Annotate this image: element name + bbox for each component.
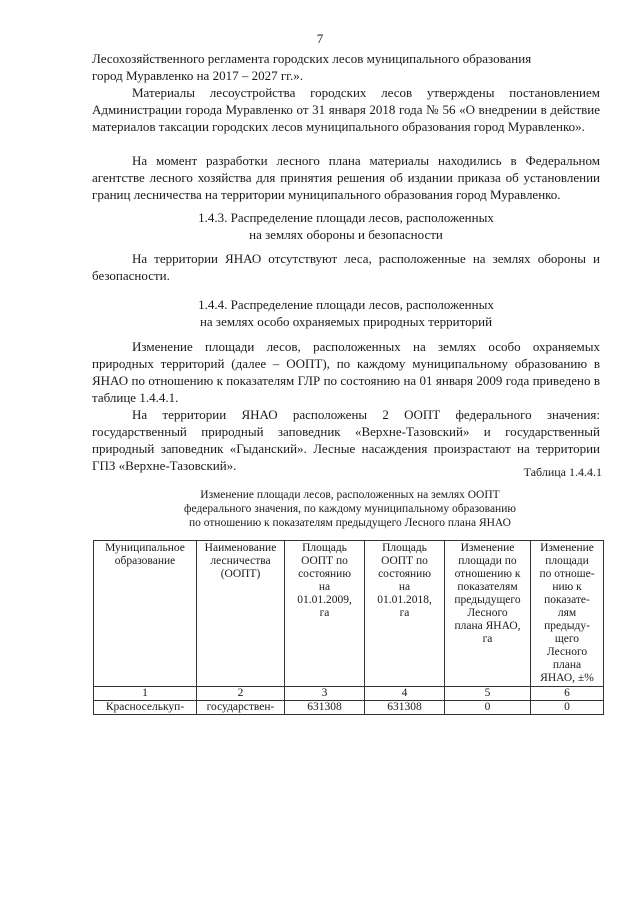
change-text: Изменение площади лесов, расположенных на землях особо охраняемых природных территорий (далее – ООПТ), по каждому муниципальному образованию в ЯНАО по отношению к показателям ГЛР по состоянию на 01 января 2009 года приведено в таблице 1.4.4.1. <box>92 339 600 405</box>
column-header-area-2009: Площадь ООПТ по состоянию на 01.01.2009, га <box>285 541 365 687</box>
change-paragraph <box>92 338 600 406</box>
page-number: 7 <box>316 31 324 46</box>
territory-text: На территории ЯНАО расположены 2 ООПТ федерального значения: государственный природный заповедник «Верхне-Тазовский» и государственный природный заповедник «Гыданский». Лесные насаждения произрастают на территории ГПЗ «Верхне-Тазовский». <box>92 407 600 473</box>
column-header-change-ha: Изменение площади по отношению к показателям предыдущего Лесного плана ЯНАО, га <box>445 541 531 687</box>
section-heading-1-4-3-line-1: 1.4.3. Распределение площади лесов, расположенных <box>198 210 494 225</box>
table-cell-area-2009: 631308 <box>285 701 365 715</box>
column-number: 1 <box>94 687 197 701</box>
column-header-area-2018: Площадь ООПТ по состоянию на 01.01.2018, га <box>365 541 445 687</box>
table-cell-change-percent: 0 <box>531 701 604 715</box>
table-cell-forestry-name: государствен- <box>197 701 285 715</box>
column-number: 2 <box>197 687 285 701</box>
column-number: 5 <box>445 687 531 701</box>
column-header-municipality: Муниципальное образование <box>94 541 197 687</box>
table-cell-change-ha: 0 <box>445 701 531 715</box>
column-numbers-row <box>94 687 604 701</box>
section-heading-1-4-4 <box>92 296 600 330</box>
moment-text: На момент разработки лесного плана материалы находились в Федеральном агентстве лесного хозяйства для принятия решения об издании приказа об установлении границ лесничества на территории муниципального образования город Муравленко. <box>92 153 600 202</box>
materials-text: Материалы лесоустройства городских лесов утверждены постановлением Администрации города Муравленко от 31 января 2018 года № 56 «О внедрении в действие материалов таксации городских лесов муниципального образования город Муравленко». <box>92 85 600 134</box>
column-number: 3 <box>285 687 365 701</box>
column-header-change-percent: Изменение площади по отноше- нию к показате- лям предыду- щего Лесного плана ЯНАО, ±% <box>531 541 604 687</box>
table-caption-line-3: по отношению к показателям предыдущего Лесного плана ЯНАО <box>189 517 511 529</box>
table-cell-area-2018: 631308 <box>365 701 445 715</box>
table-caption-line-2: федерального значения, по каждому муниципальному образованию <box>184 503 516 515</box>
column-header-forestry-name: Наименование лесничества (ООПТ) <box>197 541 285 687</box>
section-heading-1-4-3-line-2: на землях обороны и безопасности <box>249 227 443 242</box>
section-heading-1-4-4-line-2: на землях особо охраняемых природных территорий <box>199 314 493 329</box>
top-paragraph-line-2: город Муравленко на 2017 – 2027 гг.». <box>92 68 304 83</box>
materials-paragraph <box>92 84 600 135</box>
section-heading-1-4-4-line-1: 1.4.4. Распределение площади лесов, расположенных <box>198 297 494 312</box>
table-caption-line-1: Изменение площади лесов, расположенных на землях ООПТ <box>200 489 500 501</box>
column-number: 6 <box>531 687 604 701</box>
section-heading-1-4-3 <box>92 209 600 243</box>
table-header-row <box>94 541 604 687</box>
defense-paragraph <box>92 250 600 284</box>
table-label: Таблица 1.4.4.1 <box>523 465 602 479</box>
column-number: 4 <box>365 687 445 701</box>
top-paragraph-line-1: Лесохозяйственного регламента городских лесов муниципального образования <box>92 51 532 66</box>
table-cell-municipality: Красноселькуп- <box>94 701 197 715</box>
defense-text: На территории ЯНАО отсутствуют леса, расположенные на землях обороны и безопасности. <box>92 251 600 283</box>
top-paragraph <box>92 50 600 84</box>
moment-paragraph <box>92 152 600 203</box>
forest-area-table <box>93 540 604 715</box>
table-caption <box>110 488 590 530</box>
table-row <box>94 701 604 715</box>
